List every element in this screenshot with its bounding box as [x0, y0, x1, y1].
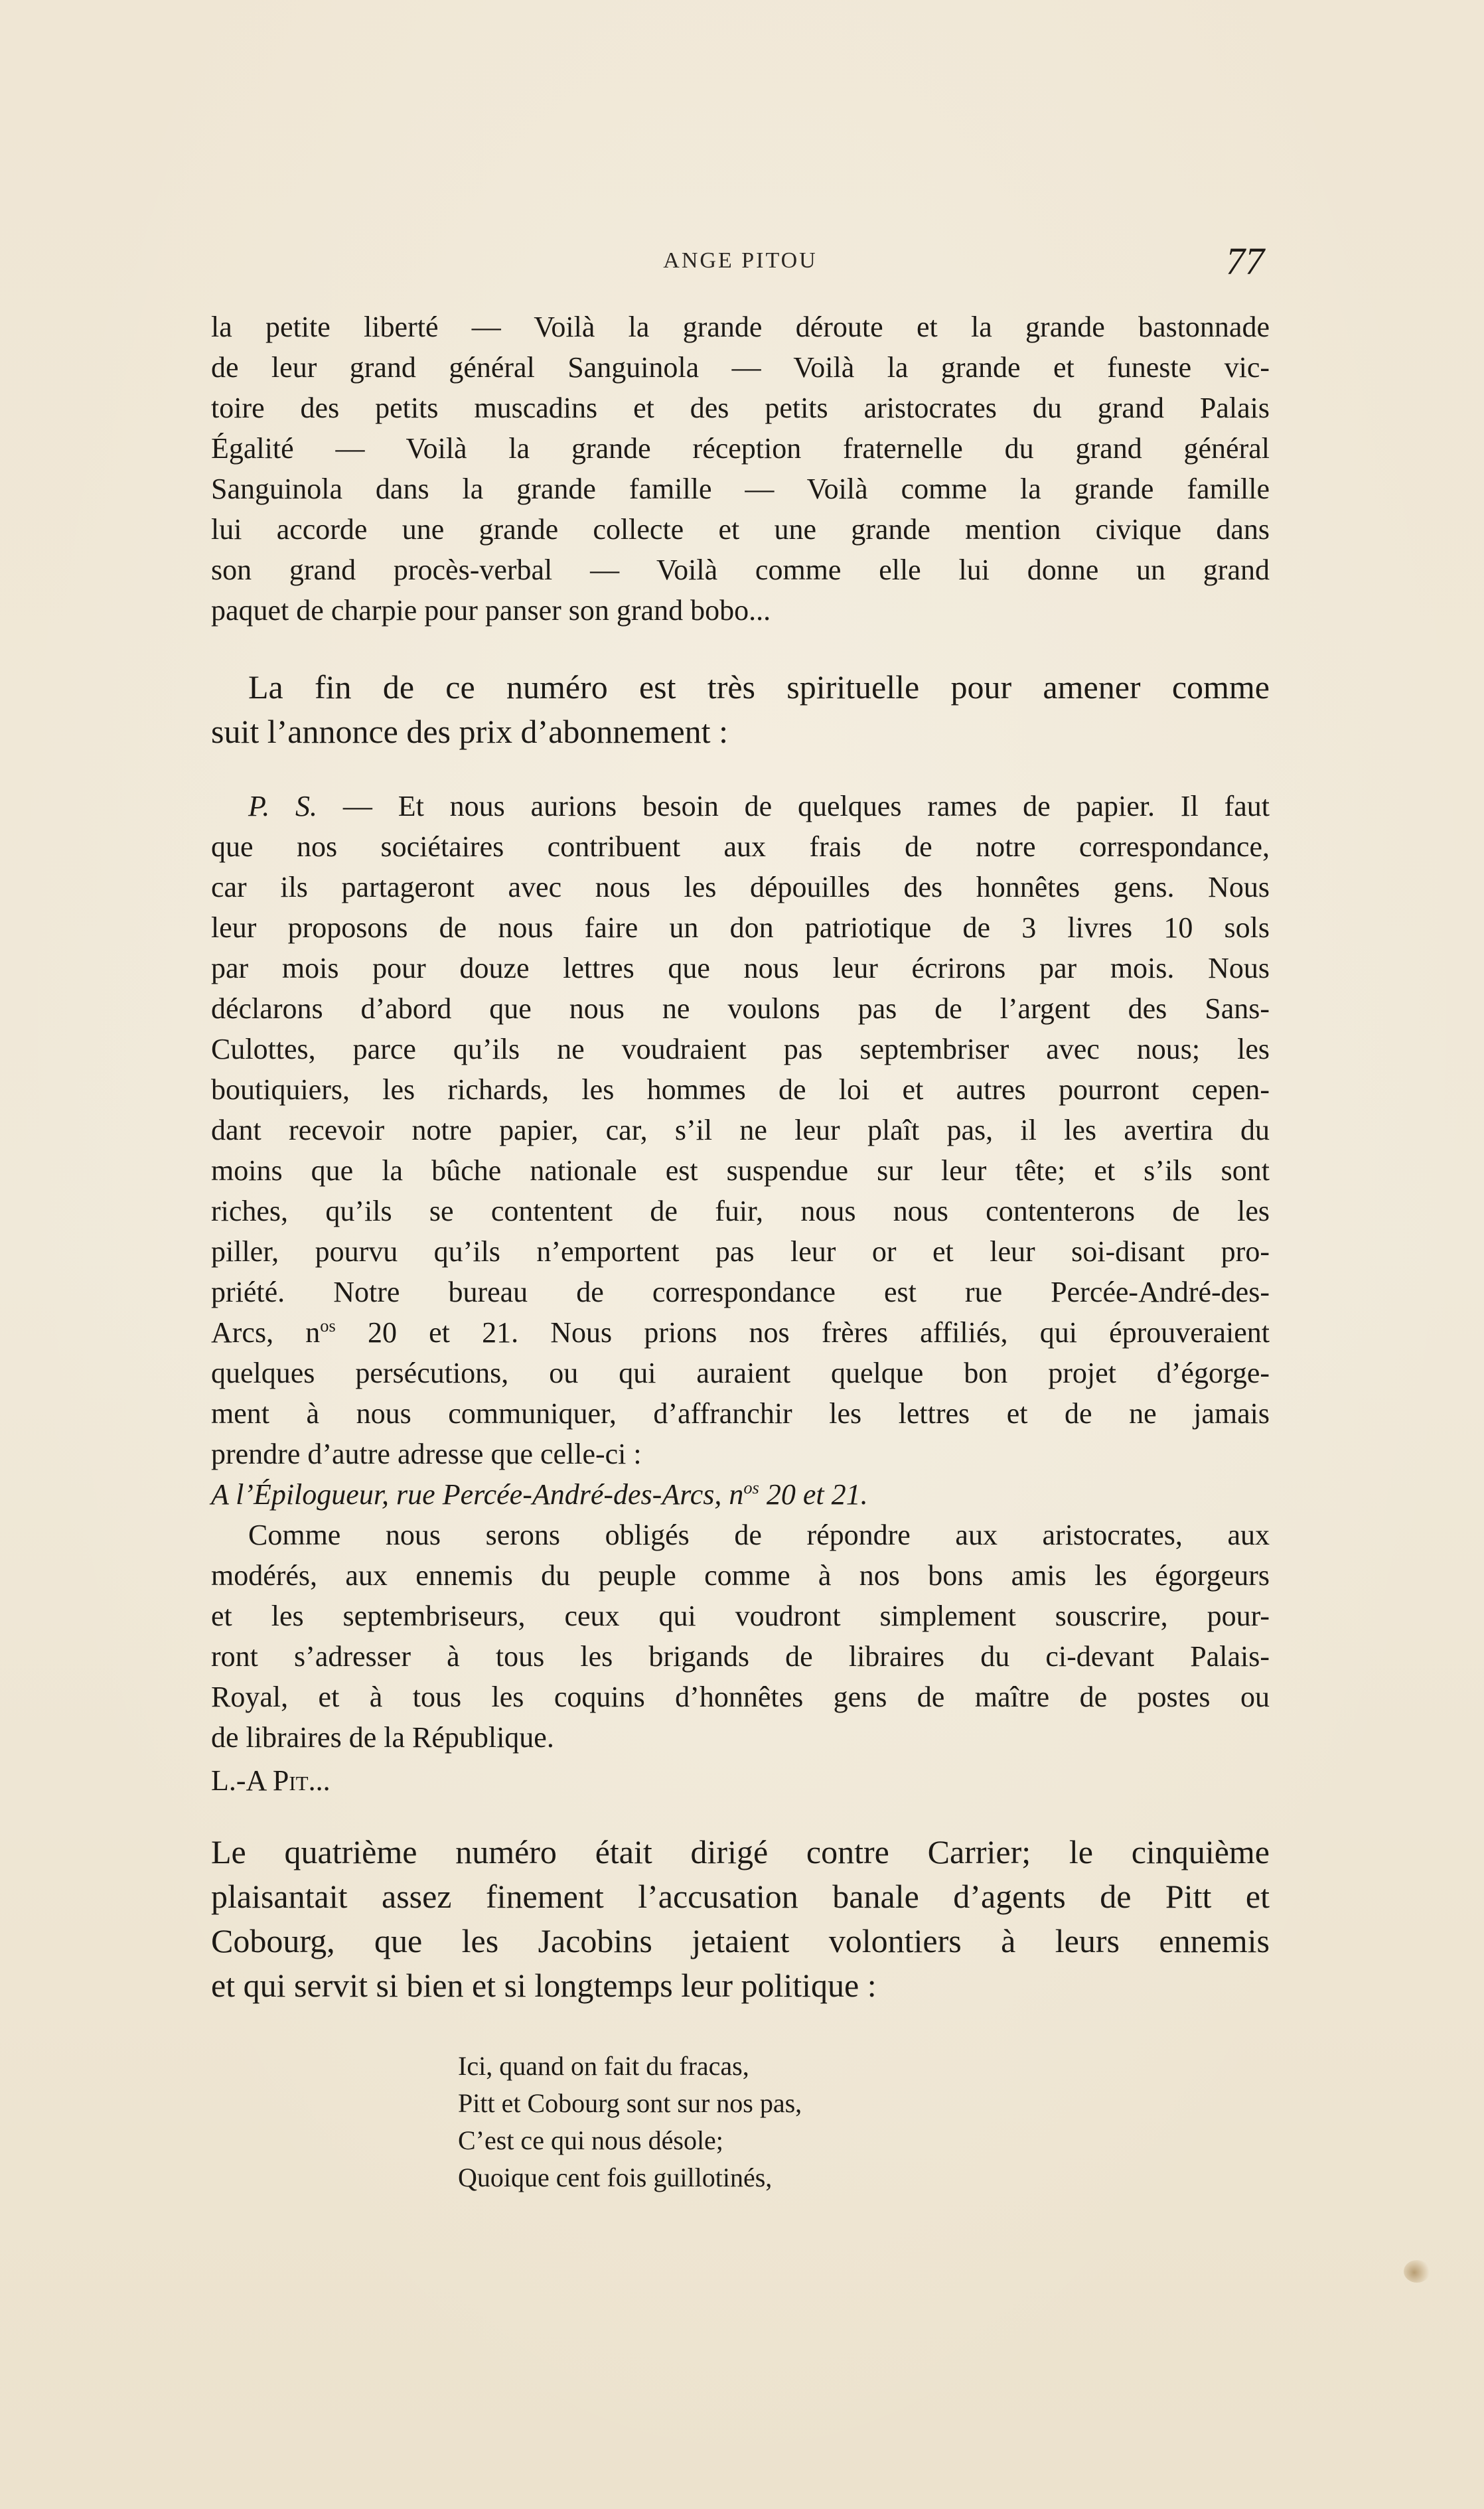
text-line: de leur grand général Sanguinola — Voilà la grande et funeste vic-	[211, 351, 1270, 384]
text-line: La fin de ce numéro est très spirituelle pour amener comme	[248, 668, 1270, 706]
text-line: Royal, et à tous les coquins d’honnêtes gens de maître de postes ou	[211, 1681, 1270, 1713]
text-line: suit l’annonce des prix d’abonnement :	[211, 713, 728, 750]
text-line: riches, qu’ils se contentent de fuir, nous nous contenterons de les	[211, 1195, 1270, 1227]
commentary-paragraph	[211, 665, 1270, 754]
signature-name: Pit	[272, 1764, 309, 1797]
verse-stanza	[458, 2048, 1270, 2196]
page-number: 77	[1226, 240, 1264, 283]
text-line	[211, 1312, 1270, 1353]
superscript: os	[320, 1316, 336, 1336]
text-line: toire des petits muscadins et des petits aristocrates du grand Palais	[211, 392, 1270, 424]
ps-label: P. S.	[248, 790, 318, 822]
postscript-passage	[211, 786, 1270, 1801]
signature-initials: L.-A	[211, 1764, 273, 1797]
superscript: os	[743, 1478, 759, 1498]
text-line: leur proposons de nous faire un don patriotique de 3 livres 10 sols	[211, 911, 1270, 944]
signature-ellipsis: ...	[308, 1764, 331, 1797]
running-head	[211, 239, 1270, 292]
text-line: car ils partageront avec nous les dépouilles des honnêtes gens. Nous	[211, 871, 1270, 903]
quoted-passage	[211, 307, 1270, 631]
address-line	[211, 1474, 1270, 1515]
text-line: Cobourg, que les Jacobins jetaient volontiers à leurs ennemis	[211, 1922, 1270, 1959]
verse-line: C’est ce qui nous désole;	[458, 2125, 723, 2155]
text-line: la petite liberté — Voilà la grande déroute et la grande bastonnade	[211, 311, 1270, 343]
text-fragment: 20 et 21.	[759, 1478, 868, 1511]
text-line: boutiquiers, les richards, les hommes de loi et autres pourront cepen-	[211, 1073, 1270, 1106]
text-line: que nos sociétaires contribuent aux frais de notre correspondance,	[211, 830, 1270, 863]
text-line: priété. Notre bureau de correspondance est rue Percée-André-des-	[211, 1276, 1270, 1308]
text-line: de libraires de la République.	[211, 1721, 554, 1754]
text-fragment: 20 et 21. Nous prions nos frères affiliés, qui éprouveraient	[335, 1316, 1270, 1349]
text-line: déclarons d’abord que nous ne voulons pas de l’argent des Sans-	[211, 992, 1270, 1025]
text-line: Sanguinola dans la grande famille — Voilà comme la grande famille	[211, 473, 1270, 505]
text-line: lui accorde une grande collecte et une grande mention civique dans	[211, 513, 1270, 546]
text-line: son grand procès-verbal — Voilà comme elle lui donne un grand	[211, 554, 1270, 586]
text-line: Le quatrième numéro était dirigé contre Carrier; le cinquième	[211, 1833, 1270, 1870]
text-fragment: A l’Épilogueur, rue Percée-André-des-Arcs, n	[211, 1478, 744, 1511]
text-line: Comme nous serons obligés de répondre aux aristocrates, aux	[248, 1519, 1270, 1551]
signature	[211, 1760, 1270, 1801]
text-line: et les septembriseurs, ceux qui voudront simplement souscrire, pour-	[211, 1600, 1270, 1632]
text-line: Culottes, parce qu’ils ne voudraient pas septembriser avec nous; les	[211, 1033, 1270, 1065]
text-line: et qui servit si bien et si longtemps leur politique :	[211, 1967, 877, 2004]
text-line: prendre d’autre adresse que celle-ci :	[211, 1438, 642, 1470]
text-line: modérés, aux ennemis du peuple comme à nos bons amis les égorgeurs	[211, 1559, 1270, 1592]
text-fragment: Arcs, n	[211, 1316, 321, 1349]
text-line: Égalité — Voilà la grande réception fraternelle du grand général	[211, 432, 1270, 465]
commentary-paragraph-2	[211, 1830, 1270, 2008]
text-line: dant recevoir notre papier, car, s’il ne leur plaît pas, il les avertira du	[211, 1114, 1270, 1146]
text-line: paquet de charpie pour panser son grand bobo...	[211, 594, 771, 627]
text-line: piller, pourvu qu’ils n’emportent pas leur or et leur soi-disant pro-	[211, 1235, 1270, 1268]
running-title: ANGE PITOU	[663, 248, 818, 273]
text-line: moins que la bûche nationale est suspendue sur leur tête; et s’ils sont	[211, 1154, 1270, 1187]
paper-stain	[1404, 2260, 1430, 2283]
text-line: par mois pour douze lettres que nous leur écrirons par mois. Nous	[211, 952, 1270, 984]
text-line: ment à nous communiquer, d’affranchir les lettres et de ne jamais	[211, 1397, 1270, 1430]
text-line: ront s’adresser à tous les brigands de libraires du ci-devant Palais-	[211, 1640, 1270, 1673]
text-line	[211, 786, 1270, 826]
book-page	[211, 239, 1270, 2196]
ps-first-line: — Et nous aurions besoin de quelques rames de papier. Il faut	[317, 790, 1270, 822]
verse-line: Quoique cent fois guillotinés,	[458, 2163, 773, 2192]
verse-line: Pitt et Cobourg sont sur nos pas,	[458, 2088, 802, 2118]
text-line: quelques persécutions, ou qui auraient quelque bon projet d’égorge-	[211, 1357, 1270, 1389]
text-line: plaisantait assez finement l’accusation banale d’agents de Pitt et	[211, 1878, 1270, 1915]
verse-line: Ici, quand on fait du fracas,	[458, 2051, 749, 2081]
